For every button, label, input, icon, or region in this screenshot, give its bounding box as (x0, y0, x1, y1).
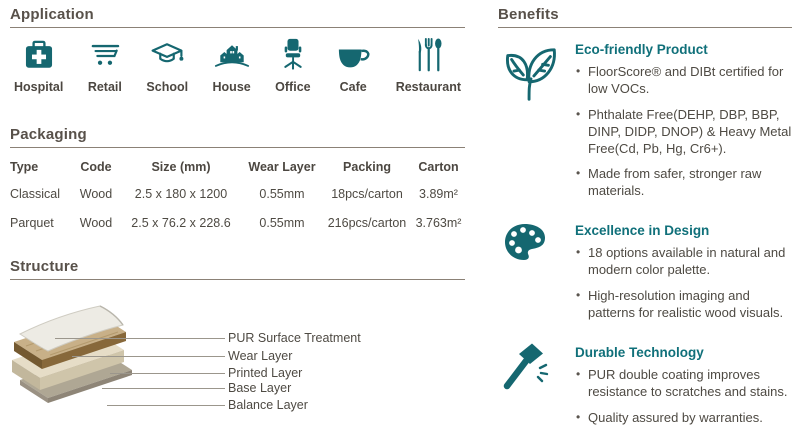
application-label: House (212, 80, 251, 94)
layer-label-base: Base Layer (228, 381, 292, 395)
application-item-office (275, 38, 310, 94)
application-section (10, 6, 465, 94)
application-label: Office (275, 80, 311, 94)
cell-wear-layer: 0.55mm (259, 187, 305, 201)
benefit-content (575, 223, 792, 331)
cutlery-icon (411, 38, 445, 74)
cell-carton: 3.763m² (415, 216, 462, 230)
column-header-carton: Carton (418, 160, 459, 174)
layer-label-balance: Balance Layer (228, 398, 308, 412)
column-header-wear-layer: Wear Layer (248, 160, 316, 174)
cell-code: Wood (79, 187, 113, 201)
flooring-layers-illustration (6, 284, 156, 414)
leaf-icon (498, 42, 575, 209)
structure-section (10, 258, 465, 415)
cell-code: Wood (79, 216, 113, 230)
application-item-retail (86, 38, 124, 94)
benefit-group-eco-friendly (498, 42, 792, 209)
houses-icon (211, 38, 253, 74)
benefit-bullet: • High-resolution imaging and patterns for realistic wood visuals. (575, 288, 792, 322)
layer-label-wear: Wear Layer (228, 349, 293, 363)
first-aid-kit-icon (21, 38, 57, 74)
application-item-house (211, 38, 253, 94)
column-header-packing: Packing (343, 160, 391, 174)
benefits-title: Benefits (498, 6, 559, 23)
benefit-bullet: • Quality assured by warranties. (575, 410, 792, 427)
cell-size: 2.5 x 180 x 1200 (134, 187, 228, 201)
benefit-bullet: • PUR double coating improves resistance to scratches and stains. (575, 367, 792, 401)
cell-wear-layer: 0.55mm (259, 216, 305, 230)
cell-size: 2.5 x 76.2 x 228.6 (131, 216, 231, 230)
benefit-group-design (498, 223, 792, 331)
layer-label-printed: Printed Layer (228, 366, 303, 380)
benefit-bullet-list (575, 245, 792, 322)
layer-label-pur: PUR Surface Treatment (228, 331, 361, 345)
benefit-heading: Eco-friendly Product (575, 42, 708, 57)
leader-line (107, 405, 225, 406)
column-header-type: Type (10, 160, 39, 174)
application-divider (10, 27, 465, 28)
leader-line (72, 356, 225, 357)
application-label: Hospital (14, 80, 64, 94)
benefit-content (575, 42, 792, 209)
office-chair-icon (276, 38, 310, 74)
benefit-heading: Excellence in Design (575, 223, 710, 239)
column-header-code: Code (80, 160, 112, 174)
leader-line (110, 373, 225, 374)
application-item-cafe (333, 38, 373, 94)
benefits-section (498, 6, 792, 435)
benefits-divider (498, 27, 792, 28)
hammer-icon (498, 341, 575, 435)
table-row (10, 179, 465, 208)
leader-line (55, 338, 225, 339)
coffee-cup-icon (333, 38, 373, 74)
application-label: Retail (87, 80, 122, 94)
cell-type: Classical (10, 187, 61, 201)
structure-diagram (10, 280, 465, 412)
benefit-bullet-list (575, 64, 792, 200)
packaging-table (10, 153, 465, 237)
cell-carton: 3.89m² (419, 187, 458, 201)
application-label: School (146, 80, 189, 94)
leader-line (102, 388, 225, 389)
cell-type: Parquet (10, 216, 54, 230)
table-header-row (10, 153, 465, 179)
benefit-heading: Durable Technology (575, 344, 704, 360)
benefit-bullet: • Made from safer, stronger raw materials. (575, 166, 792, 200)
graduation-cap-icon (148, 38, 186, 74)
shopping-cart-icon (86, 38, 124, 74)
benefit-group-durable (498, 345, 792, 435)
application-label: Cafe (339, 80, 367, 94)
benefit-bullet: • 18 options available in natural and modern color palette. (575, 245, 792, 279)
palette-icon (498, 219, 575, 331)
application-item-restaurant (396, 38, 461, 94)
packaging-divider (10, 147, 465, 148)
benefit-bullet: • FloorScore® and DIBt certified for low VOCs. (575, 64, 792, 98)
application-label: Restaurant (395, 80, 461, 94)
application-title: Application (10, 6, 94, 23)
column-header-size: Size (mm) (151, 160, 211, 174)
table-row (10, 208, 465, 237)
application-item-hospital (14, 38, 63, 94)
cell-packing: 216pcs/carton (327, 216, 407, 230)
cell-packing: 18pcs/carton (331, 187, 403, 201)
structure-title: Structure (10, 258, 79, 275)
application-item-school (146, 38, 188, 94)
benefit-content (575, 345, 792, 435)
packaging-title: Packaging (10, 126, 87, 143)
benefit-bullet-list (575, 367, 792, 427)
application-icon-row (10, 38, 465, 94)
packaging-section (10, 126, 465, 237)
benefit-bullet: • Phthalate Free(DEHP, DBP, BBP, DINP, DIDP, DNOP) & Heavy Metal Free(Cd, Pb, Hg, Cr6+). (575, 107, 792, 158)
